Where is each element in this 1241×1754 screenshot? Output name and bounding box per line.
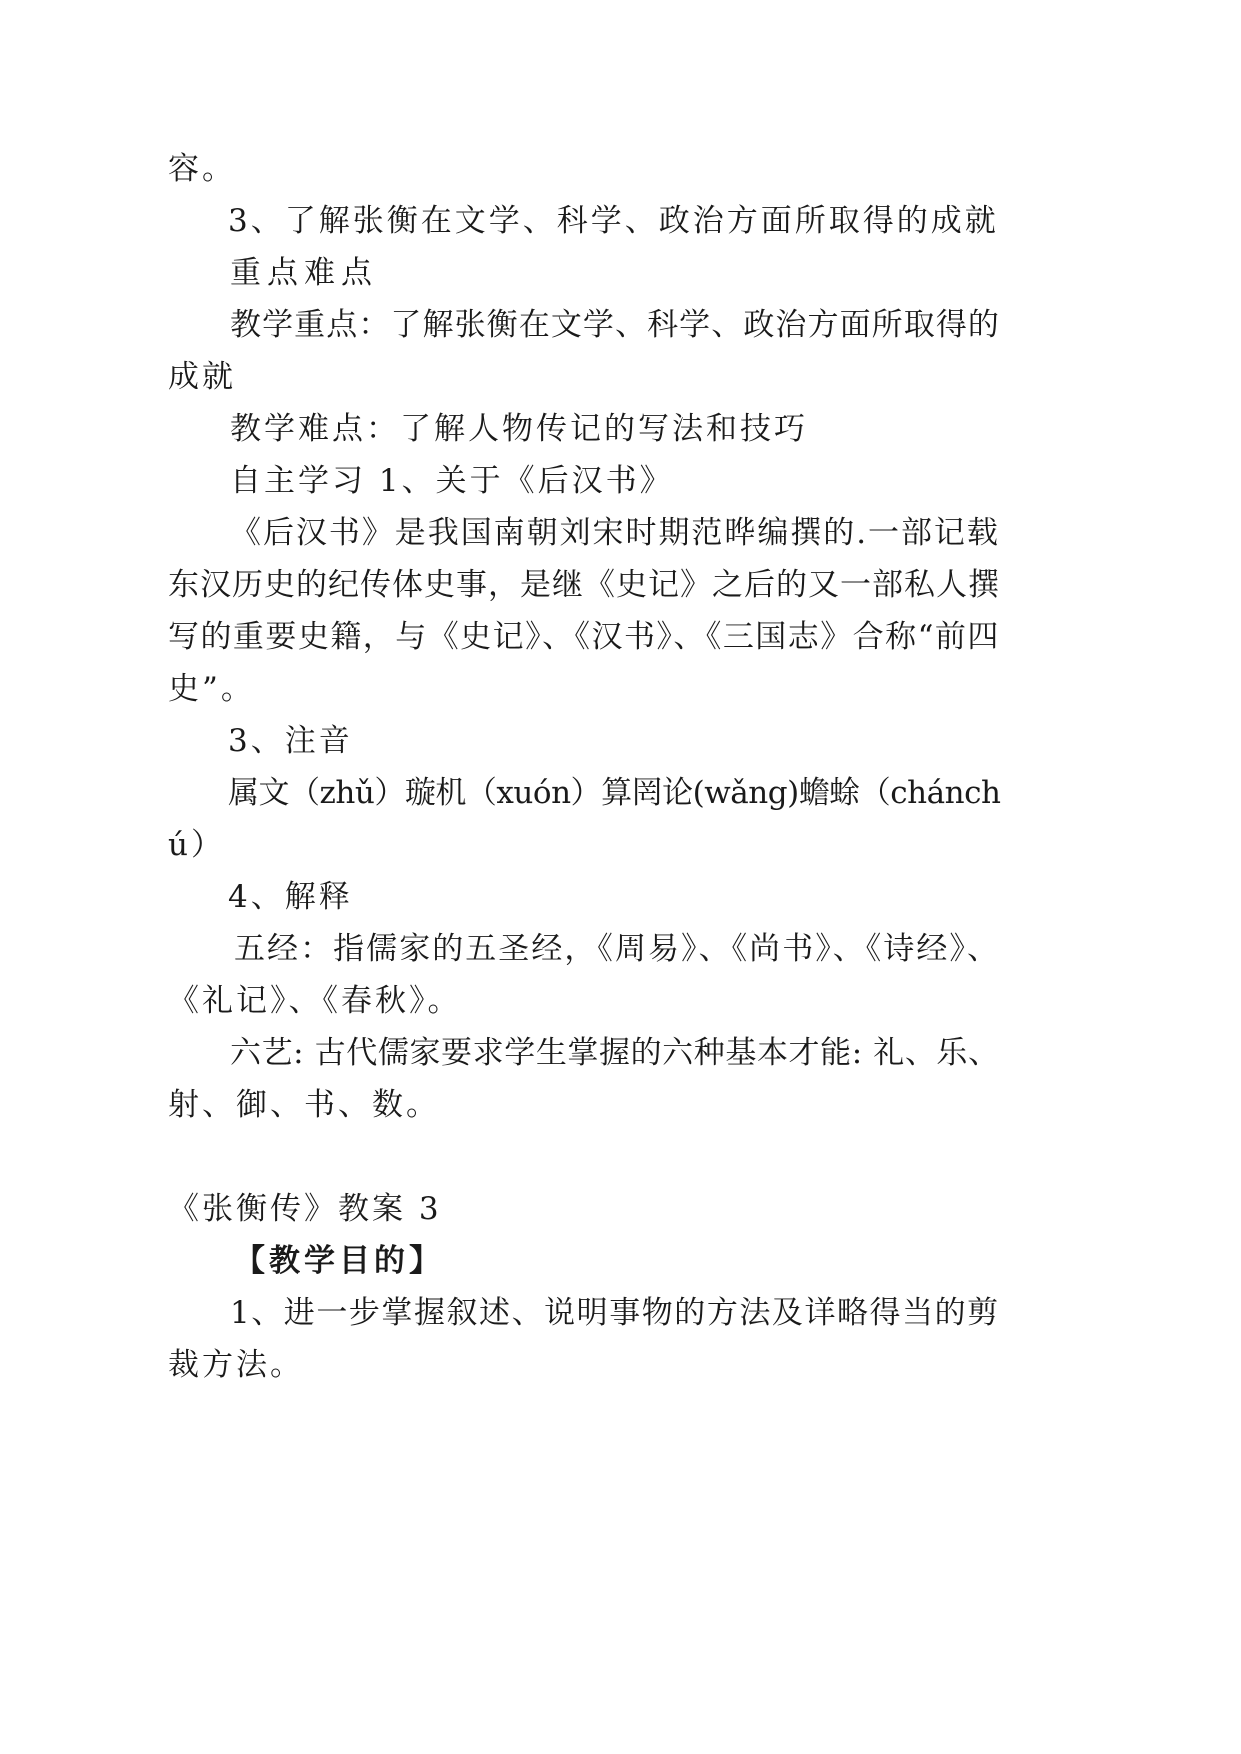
text-line: 教学重点：了解张衡在文学、科学、政治方面所取得的 — [230, 307, 1000, 343]
text-line: 六艺: 古代儒家要求学生掌握的六种基本才能: 礼、乐、 — [230, 1035, 1000, 1071]
text-line: 五经：指儒家的五圣经，《周易》、《尚书》、《诗经》、 — [234, 931, 1000, 967]
section-heading: 【教学目的】 — [234, 1243, 444, 1279]
text-line: 史”。 — [168, 671, 255, 707]
text-line: 射、御、书、数。 — [168, 1087, 440, 1123]
text-line: 3、了解张衡在文学、科学、政治方面所取得的成就 — [228, 203, 999, 239]
text-line: 《后汉书》是我国南朝刘宋时期范晔编撰的.一部记载 — [230, 515, 1000, 551]
text-line: 容。 — [168, 151, 236, 187]
text-line: 自主学习 1、关于《后汉书》 — [230, 463, 674, 499]
text-line: 1、进一步掌握叙述、说明事物的方法及详略得当的剪 — [230, 1295, 1000, 1331]
text-line: 写的重要史籍，与《史记》、《汉书》、《三国志》合称“前四 — [168, 619, 1000, 655]
section-heading: 3、注音 — [228, 723, 353, 759]
section-heading: 重点难点 — [230, 255, 378, 291]
text-line: 教学难点：了解人物传记的写法和技巧 — [230, 411, 808, 447]
text-line: 东汉历史的纪传体史事，是继《史记》之后的又一部私人撰 — [168, 567, 1000, 603]
document-title: 《张衡传》教案 3 — [168, 1191, 442, 1227]
text-line: 《礼记》、《春秋》。 — [168, 983, 462, 1019]
text-line: ú） — [168, 827, 225, 863]
text-line: 成就 — [168, 359, 236, 395]
section-heading: 4、解释 — [228, 879, 353, 915]
text-line: 属文（zhǔ）璇机（xuón）算罔论(wǎng)蟾蜍（chánch — [228, 775, 1001, 811]
text-line: 裁方法。 — [168, 1347, 304, 1383]
